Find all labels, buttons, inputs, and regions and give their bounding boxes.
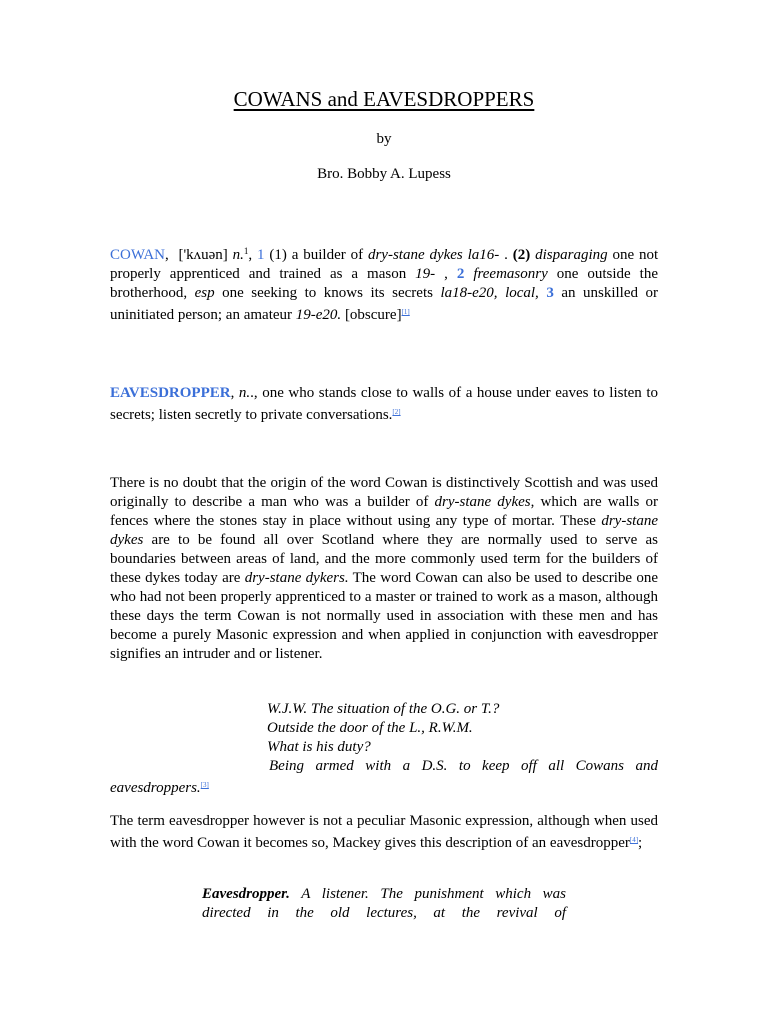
cowan-obscure: [obscure] [344, 307, 402, 323]
body1-part-c: , which are walls or fences where the stones stay in place without using any type of mortar. These [110, 494, 659, 529]
ritual-line-3: What is his duty? [267, 739, 371, 755]
footnote-ref-1[interactable]: [1] [401, 308, 410, 316]
ritual-line-4: Being armed with a D.S. to keep off all Cowans and [269, 758, 658, 774]
body2-end: ; [638, 835, 643, 851]
cowan-la18: la18-e20, local, [440, 285, 539, 301]
mackey-text: A listener. The punishment which was directed in the old lectures, at the revival of [202, 886, 566, 921]
dry-stane-dykes-1: dry-stane dykes [367, 247, 463, 263]
author-name: Bro. Bobby A. Lupess [317, 166, 451, 182]
mackey-quote [202, 885, 566, 923]
cowan-date-19-e20: 19-e20. [295, 307, 342, 323]
cowan-sense3-number: 3 [546, 285, 554, 301]
cowan-comma: , [165, 247, 169, 263]
body1-part-e: are to be found all over Scotland where they are normally used to serve as boundaries between areas of land, and the more commonly used term for the builders of these dykes today are [110, 532, 659, 586]
body-paragraph-1 [110, 474, 658, 664]
cowan-la16: la16- [467, 247, 500, 263]
cowan-definition: COWAN, ['kʌuən] n.$^1$, 1 (1) a builder of dry-stane dykes la16- . (2) disparaging one not properly apprenticed and trained as a mason 19- , 2 freemasonry one outside the brotherhood, esp one seeking to knows its secrets la18-e20, local, 3 an unskilled or uninitiated person; an amateur 19-e20. [obscure][1] [110, 246, 659, 323]
footnote-ref-3[interactable]: [3] [200, 781, 209, 789]
eavesdropper-term: EAVESDROPPER [110, 385, 231, 401]
cowan-sense2: (2) [512, 247, 531, 263]
cowan-sense2-text: one not properly apprenticed and trained as a mason [110, 247, 659, 282]
body1-dry-stane-dykes-2: dry-stane dykes [110, 513, 658, 548]
cowan-dot: . [504, 247, 508, 263]
cowan-pos: n. [232, 247, 244, 263]
footnote-ref-2[interactable]: [2] [392, 408, 401, 416]
cowan-freemasonry: freemasonry [473, 266, 548, 282]
cowan-superscript: 1 [243, 246, 249, 256]
body1-part-a: There is no doubt that the origin of the word Cowan is distinctively Scottish and was used originally to describe a man who was a builder of [110, 475, 658, 510]
ritual-line-5 [110, 776, 658, 798]
eavesdropper-text: ., one who stands close to walls of a house under eaves to listen to secrets; listen secretly to private conversations. [110, 385, 658, 423]
body2-text: The term eavesdropper however is not a peculiar Masonic expression, although when used with the word Cowan it becomes so, Mackey gives this description of an eavesdropper [110, 813, 658, 851]
cowan-sense-fm-number: 2 [456, 266, 465, 282]
page-title: COWANS and EAVESDROPPERS [233, 87, 535, 111]
cowan-fm-text: one outside the brotherhood, [110, 266, 658, 301]
cowan-esp: esp [194, 285, 215, 301]
cowan-sense1-number: 1 [257, 247, 265, 263]
ritual-eavesdroppers: eavesdroppers. [110, 780, 201, 796]
cowan-date-19: 19- [415, 266, 436, 282]
cowan-term: COWAN [110, 247, 165, 263]
cowan-sense3-text: an unskilled or uninitiated person; an amateur [110, 285, 659, 323]
footnote-ref-4[interactable]: [4] [629, 836, 639, 844]
cowan-comma2: , [444, 266, 448, 282]
cowan-pronunciation: ['kʌuən] [178, 247, 228, 263]
body-paragraph-2 [110, 812, 658, 853]
cowan-esp-text: one seeking to knows its secrets [222, 285, 433, 301]
ritual-line-1: W.J.W. The situation of the O.G. or T.? [267, 701, 500, 717]
cowan-sense1-paren: (1) [269, 247, 287, 263]
cowan-sense1-text: a builder of [291, 247, 364, 263]
cowan-disparaging: disparaging [535, 247, 608, 263]
eavesdropper-pos: n. [238, 385, 251, 401]
eavesdropper-definition: EAVESDROPPER, n.., one who stands close to walls of a house under eaves to listen to secrets; listen secretly to private conversations.[2] [110, 385, 658, 423]
body1-dry-stane-dykers: dry-stane dykers. [244, 570, 349, 586]
mackey-term: Eavesdropper. [202, 886, 290, 902]
ritual-line-2: Outside the door of the L., R.W.M. [267, 720, 473, 736]
by-line: by [376, 131, 392, 147]
body1-part-g: The word Cowan can also be used to describe one who had not been properly apprenticed to a master or trained to work as a mason, although these days the term Cowan is not normally used in association with these men and has become a purely Masonic expression and when applied in conjunction with eavesdropper signifies an intruder and or listener. [110, 570, 659, 662]
body1-dry-stane-dykes: dry-stane dykes [434, 494, 531, 510]
